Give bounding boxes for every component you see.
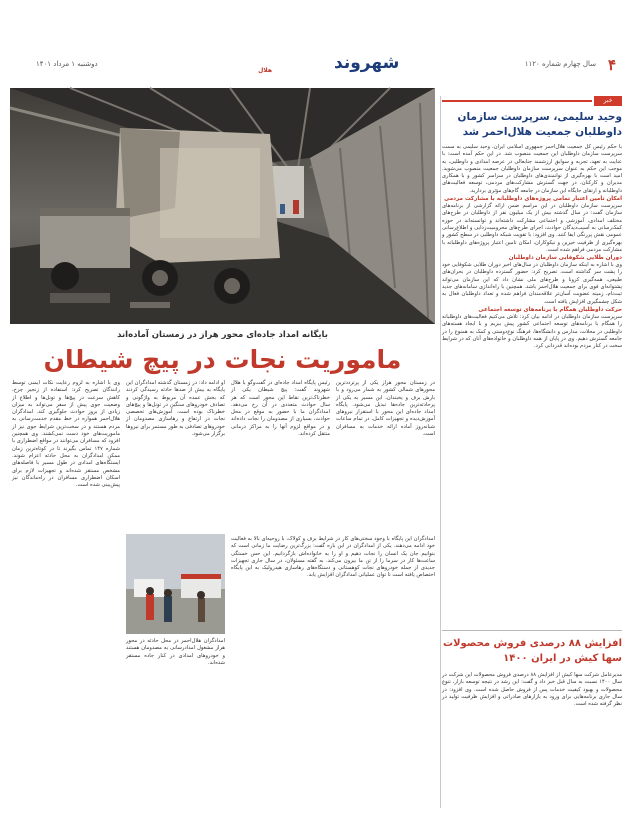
news-paragraph: سرپرست سازمان داوطلبان در این مراسم ضمن ارائه گزارشی از برنامه‌های سازمان گفت: در سال گذشته بیش از یک میلیون نفر از داوطلبان در طرح‌های مختلف امدادی، آموزشی و اجتماعی مشارکت داشته‌اند و توانسته‌اند در حوزه کمک‌رسانی به آسیب‌دیدگان حوادث، اجرای طرح‌های محرومیت‌زدایی و اطلاع‌رسانی عمومی نقش پررنگی ایفا کنند. وی افزود: با تقویت شبکه داوطلبی در سطح کشور و بهره‌گیری از ظرفیت خیرین و نیکوکاران، امکان تامین اعتبار پروژه‌های داوطلبانه با مشارکت مردمی فراهم شده است. [442,203,622,253]
rescue-photo [126,534,225,634]
article-paragraph: او ادامه داد: در زمستان گذشته امدادگران این پایگاه به بیش از صدها حادثه رسیدگی کردند که بخش عمده آن مربوط به واژگونی و تصادف خودروهای سنگین در تونل‌ها و پیچ‌های خطرناک بوده است. آموزش‌های تخصصی نجات در ارتفاع و رهاسازی مصدومان از خودروهای تصادفی به طور مستمر برای نیروها برگزار می‌شود. [126,380,225,438]
news-paragraph: سرپرست سازمان داوطلبان در ادامه بیان کرد: تلاش می‌کنیم فعالیت‌های داوطلبانه را همگام با برنامه‌های توسعه اجتماعی کشور پیش ببریم و با ایجاد هسته‌های داوطلبی در محلات، مدارس و دانشگاه‌ها، فرهنگ نوع‌دوستی و کمک به همنوع را در جامعه گسترش دهیم. وی در پایان از همه داوطلبان و خانواده‌های آنان که در شرایط سخت در کنار مردم بوده‌اند قدردانی کرد. [442,313,622,350]
news-subheading: دوران طلایی شکوفایی سازمان داوطلبان [508,255,622,262]
page-number: ۴ [607,57,616,74]
article-column-3 [126,380,225,530]
article-headline: ماموریت نجات در پیچ شیطان [43,345,402,374]
news-paragraph: وی با اشاره به اینکه سازمان داوطلبان در سال‌های اخیر دوران طلایی شکوفایی خود را پشت سر گذاشته است، تصریح کرد: حضور گسترده داوطلبان در بحران‌های طبیعی، همه‌گیری کرونا و طرح‌های ملی نشان داد که این سازمان می‌تواند پشتوانه‌ای قوی برای جمعیت هلال‌احمر باشد. همچنین با راه‌اندازی سامانه‌های جدید ثبت‌نام، زمینه عضویت آسان‌تر علاقه‌مندان فراهم شده و تعداد داوطلبان فعال به شکل چشمگیری افزایش یافته است. [442,262,622,305]
news-separator [442,630,622,631]
article-paragraph: امدادگران این پایگاه با وجود سختی‌های کار در شرایط برف و کولاک، با روحیه‌ای بالا به فعالیت خود ادامه می‌دهند. یکی از امدادگران در این باره گفت: بزرگ‌ترین رضایت ما زمانی است که بتوانیم جان یک انسان را نجات دهیم و او را به خانواده‌اش بازگردانیم. این حس خستگی ساعت‌ها کار در سرما را از تن ما بیرون می‌کند. به گفته مسئولان، در سال جاری تجهیزات جدیدی از جمله خودروهای نجات کوهستانی و دستگاه‌های رهاسازی هیدرولیک به این پایگاه اختصاص یافته است تا توان عملیاتی امدادگران افزایش یابد. [231,536,435,579]
article-column-4 [12,380,120,810]
news-subheading: حرکت داوطلبان همگام با برنامه‌های توسعه اجتماعی [478,306,622,313]
news-subheading: امکان تامین اعتبار تمامی پروژه‌های داوطلبانه با مشارکت مردمی [444,196,622,203]
section-tag [442,96,622,106]
article-column-1 [336,380,435,530]
newspaper-logo [258,46,400,76]
issue-info: سال چهارم شماره ۱۱۲۰ [524,60,596,68]
news-paragraph: با حکم رئیس کل جمعیت هلال‌احمر جمهوری اسلامی ایران، وحید سلیمی به سمت سرپرست سازمان داوطلبان این جمعیت منصوب شد. در این حکم آمده است: با عنایت به تعهد، تجربه و سوابق ارزشمند جنابعالی در عرصه امدادی و داوطلبی، به موجب این حکم به عنوان سرپرست سازمان داوطلبان جمعیت منصوب می‌شوید. امید است با بهره‌گیری از توانمندی‌های داوطلبان در سراسر کشور و با همکاری مدیران و کارکنان، در جهت گسترش مشارکت‌های مردمی، توسعه فعالیت‌های داوطلبانه و ارتقای جایگاه این سازمان در جامعه گام‌های مؤثری بردارید. [442,144,622,194]
news-title-2: افزایش ۸۸ درصدی فروش محصولات سها کیش در ایران ۱۴۰۰ [443,638,622,664]
news-paragraph: مدیرعامل شرکت سها کیش از افزایش ۸۸ درصدی فروش محصولات این شرکت در سال ۱۴۰۰ نسبت به سال قبل خبر داد و گفت: این رشد در نتیجه توسعه بازار، تنوع محصولات و بهبود کیفیت خدمات پس از فروش حاصل شده است. وی افزود: در سال جاری برنامه‌هایی برای ورود به بازارهای صادراتی و افزایش ظرفیت تولید در نظر گرفته شده است. [442,672,622,708]
photo-caption-block [126,638,225,808]
accident-photo [10,88,435,324]
page-header [0,0,630,84]
photo-caption: امدادگران هلال‌احمر در محل حادثه در محور هراز مشغول امدادرسانی به مصدومان هستند و خودروهای امدادی در کنار جاده مستقر شده‌اند. [126,638,225,666]
news-title: وحید سلیمی، سرپرست سازمان داوطلبان جمعیت هلال‌احمر شد [457,111,622,138]
article-paragraph: رئیس پایگاه امداد جاده‌ای در گفت‌وگو با هلال شهروند گفت: پیچ شیطان یکی از خطرناک‌ترین نقاط این محور است که هر سال حوادث متعددی در آن رخ می‌دهد. امدادگران ما با حضور به موقع در محل حوادث، بسیاری از مصدومان را نجات داده‌اند و در مواقع لزوم آنها را به مراکز درمانی منتقل کرده‌اند. [231,380,330,438]
svg-text:هلال: هلال [258,67,272,74]
article-column-lower [231,536,435,816]
news-body-2 [442,672,622,808]
article-paragraph: در زمستان محور هراز یکی از پرتردد‌ترین محورهای شمالی کشور به شمار می‌رود و با بارش برف و یخبندان، این مسیر به یکی از پرحادثه‌ترین جاده‌ها تبدیل می‌شود. پایگاه امداد جاده‌ای این محور با استقرار نیروهای آموزش‌دیده و تجهیزات کامل، در تمام ساعات شبانه‌روز آماده ارائه خدمات به مسافران است. [336,380,435,438]
news-column [442,96,622,808]
news-body [442,144,622,626]
section-tag-label: خبر [594,96,622,106]
svg-text:شهروند: شهروند [334,53,400,73]
column-divider [440,96,441,808]
issue-date: دوشنبه ۱ مرداد ۱۴۰۱ [36,60,98,68]
article-kicker: بایگانه امداد جاده‌ای محور هراز در زمستان آماده‌اند [117,330,328,340]
article-column-2 [231,380,330,530]
article-paragraph: وی با اشاره به لزوم رعایت نکات ایمنی توسط رانندگان تصریح کرد: استفاده از زنجیر چرخ، کاهش سرعت در پیچ‌ها و تونل‌ها و اطلاع از وضعیت جوی پیش از سفر می‌تواند به میزان زیادی از بروز حوادث جلوگیری کند. امدادگران هلال‌احمر همواره در خط مقدم خدمت‌رسانی به مردم هستند و در سخت‌ترین شرایط جوی نیز از ماموریت‌های خود دست نمی‌کشند. وی همچنین افزود که مسافران می‌توانند در مواقع اضطراری با شماره ۱۴۷ تماس بگیرند تا در کوتاه‌ترین زمان ممکن امدادگران به محل حادثه اعزام شوند. ایستگاه‌های امدادی در طول مسیر با فاصله‌های مشخص مستقر شده‌اند و تجهیزات لازم برای اسکان اضطراری مسافران در راه‌ماندگان نیز پیش‌بینی شده است. [12,380,120,489]
